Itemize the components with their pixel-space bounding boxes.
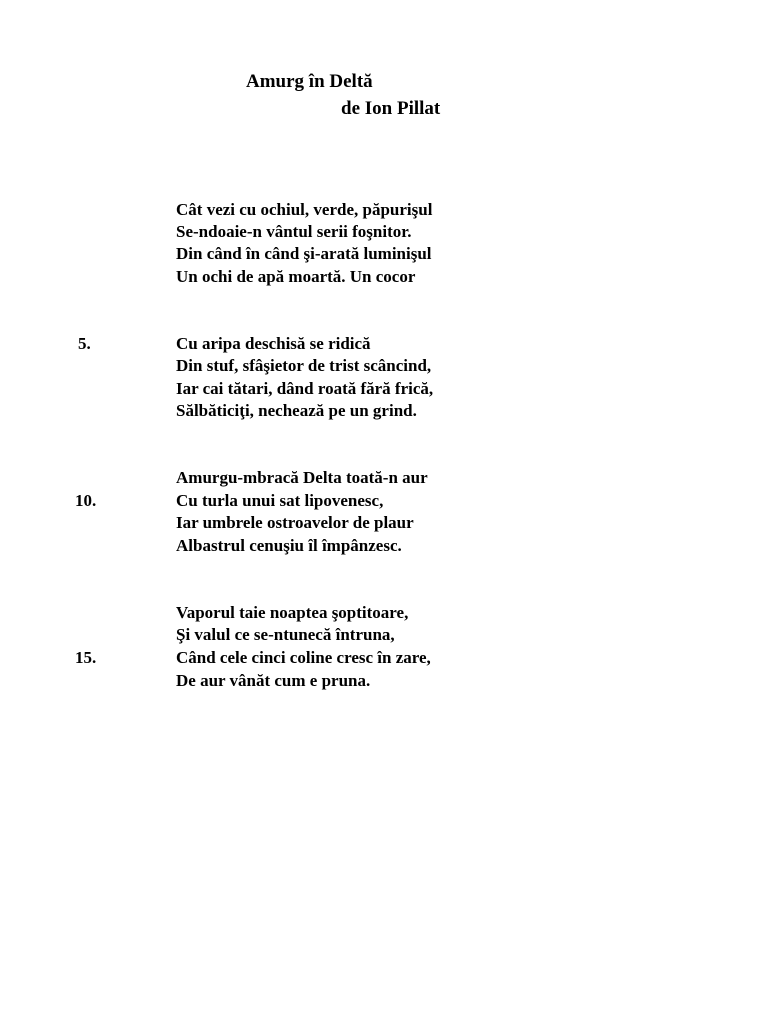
poem-line: Cât vezi cu ochiul, verde, păpurişul [176, 200, 433, 219]
poem-line: Sălbăticiţi, nechează pe un grind. [176, 401, 417, 420]
poem-line: Din când în când şi-arată luminişul [176, 244, 432, 263]
poem-title: Amurg în Deltă [246, 71, 373, 92]
line-number: 15. [75, 648, 97, 667]
poem-line: Amurgu-mbracă Delta toată-n aur [176, 468, 428, 487]
poem-line: Se-ndoaie-n vântul serii foşnitor. [176, 222, 412, 241]
line-number: 5. [78, 334, 91, 353]
poem-line: De aur vânăt cum e pruna. [176, 671, 371, 690]
poem-line: Cu aripa deschisă se ridică [176, 334, 371, 353]
poem-line: Din stuf, sfâşietor de trist scâncind, [176, 356, 432, 375]
poem-line: Vaporul taie noaptea şoptitoare, [176, 603, 409, 622]
poem-line: Cu turla unui sat lipovenesc, [176, 491, 384, 510]
poem-line: Iar cai tătari, dând roată fără frică, [176, 379, 434, 398]
poem-line: Un ochi de apă moartă. Un cocor [176, 267, 416, 286]
poem-line: Iar umbrele ostroavelor de plaur [176, 513, 414, 532]
poem-line: Când cele cinci coline cresc în zare, [176, 648, 431, 667]
poem-line: Albastrul cenuşiu îl împânzesc. [176, 536, 402, 555]
line-number: 10. [75, 491, 97, 510]
poem-line: Şi valul ce se-ntunecă întruna, [176, 625, 395, 644]
poem-author: de Ion Pillat [341, 98, 441, 119]
